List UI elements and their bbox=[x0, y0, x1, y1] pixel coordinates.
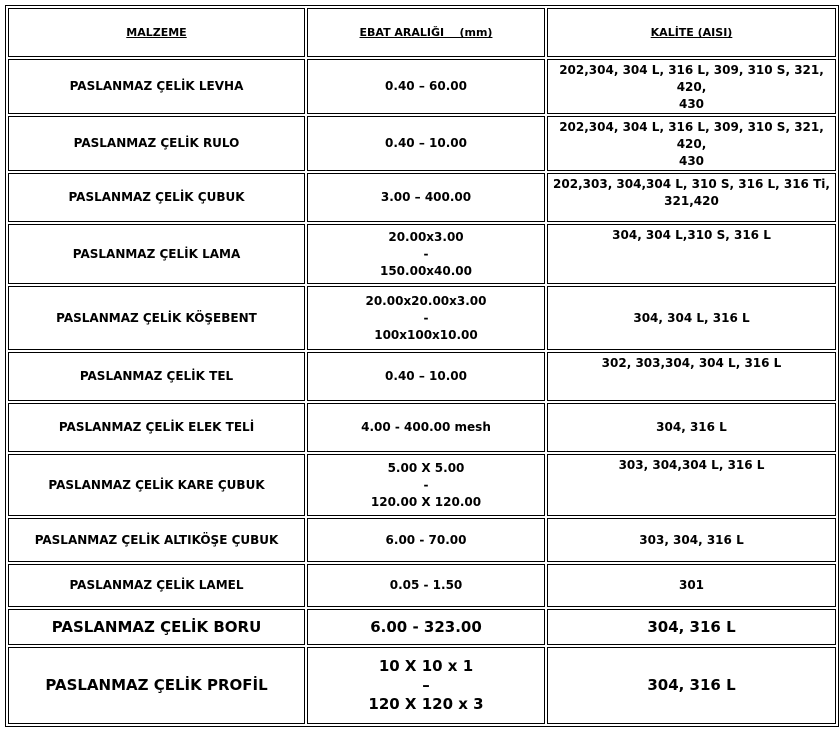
table-row bbox=[8, 609, 836, 645]
material-cell: PASLANMAZ ÇELİK RULO bbox=[8, 116, 305, 171]
material-cell: PASLANMAZ ÇELİK KARE ÇUBUK bbox=[8, 454, 305, 516]
size-range-cell bbox=[307, 609, 545, 645]
grade-line: 304, 304 L, 316 L bbox=[633, 310, 750, 325]
size-line: 120 X 120 x 3 bbox=[368, 695, 484, 713]
grade-line: 304, 316 L bbox=[656, 420, 727, 434]
grade-line: 202,304, 304 L, 316 L, 309, 310 S, 321, 420, bbox=[559, 120, 824, 151]
header-row bbox=[8, 8, 836, 57]
material-cell: PASLANMAZ ÇELİK BORU bbox=[8, 609, 305, 645]
size-range-cell bbox=[307, 286, 545, 350]
table-row bbox=[8, 647, 836, 724]
header-size-range: EBAT ARALIĞI (mm) bbox=[307, 8, 545, 57]
size-line: 0.40 – 10.00 bbox=[385, 369, 467, 383]
grade-line: 304, 304 L,310 S, 316 L bbox=[612, 228, 771, 242]
grade-cell bbox=[547, 609, 836, 645]
size-line: 0.40 – 60.00 bbox=[385, 79, 467, 93]
grade-cell bbox=[547, 564, 836, 607]
material-cell: PASLANMAZ ÇELİK LAMA bbox=[8, 224, 305, 284]
table-row bbox=[8, 352, 836, 401]
table-row bbox=[8, 173, 836, 222]
size-range-cell bbox=[307, 403, 545, 452]
material-cell: PASLANMAZ ÇELİK PROFİL bbox=[8, 647, 305, 724]
size-range-cell bbox=[307, 647, 545, 724]
grade-cell bbox=[547, 59, 836, 114]
size-range-cell bbox=[307, 116, 545, 171]
grade-line: 430 bbox=[678, 97, 705, 111]
size-range-cell bbox=[307, 454, 545, 516]
size-line: 3.00 – 400.00 bbox=[380, 190, 472, 204]
grade-line: 430 bbox=[678, 154, 705, 168]
size-line: 10 X 10 x 1 bbox=[378, 657, 474, 675]
size-line: 6.00 - 323.00 bbox=[370, 617, 482, 636]
grade-line: 304, 316 L bbox=[647, 617, 736, 636]
table-row bbox=[8, 224, 836, 284]
size-range-cell bbox=[307, 173, 545, 222]
grade-cell bbox=[547, 116, 836, 171]
size-range-cell bbox=[307, 352, 545, 401]
material-cell: PASLANMAZ ÇELİK ÇUBUK bbox=[8, 173, 305, 222]
size-range-cell bbox=[307, 564, 545, 607]
grade-cell bbox=[547, 647, 836, 724]
material-cell: PASLANMAZ ÇELİK KÖŞEBENT bbox=[8, 286, 305, 350]
grade-cell bbox=[547, 224, 836, 284]
size-line: 0.40 – 10.00 bbox=[385, 136, 467, 150]
grade-line: 321,420 bbox=[664, 194, 719, 208]
table-row bbox=[8, 116, 836, 171]
stainless-steel-spec-table bbox=[5, 5, 839, 727]
size-line: - bbox=[423, 246, 429, 261]
grade-cell bbox=[547, 518, 836, 562]
material-cell: PASLANMAZ ÇELİK LAMEL bbox=[8, 564, 305, 607]
size-line: 5.00 X 5.00 bbox=[387, 460, 465, 475]
header-grade: KALİTE (AISI) bbox=[547, 8, 836, 57]
size-line: 4.00 - 400.00 mesh bbox=[361, 420, 491, 434]
grade-line: 202,304, 304 L, 316 L, 309, 310 S, 321, 420, bbox=[559, 63, 824, 94]
table-row bbox=[8, 59, 836, 114]
size-line: 20.00x20.00x3.00 bbox=[365, 293, 487, 308]
table-row bbox=[8, 403, 836, 452]
table-row bbox=[8, 564, 836, 607]
material-cell: PASLANMAZ ÇELİK ELEK TELİ bbox=[8, 403, 305, 452]
size-line: 0.05 - 1.50 bbox=[389, 578, 463, 592]
size-line: 20.00x3.00 bbox=[388, 229, 464, 244]
table-row bbox=[8, 518, 836, 562]
grade-cell bbox=[547, 286, 836, 350]
size-line: - bbox=[423, 310, 429, 325]
size-line: – bbox=[422, 676, 430, 694]
grade-cell bbox=[547, 352, 836, 401]
grade-cell bbox=[547, 173, 836, 222]
grade-line: 202,303, 304,304 L, 310 S, 316 L, 316 Ti, bbox=[553, 177, 830, 191]
size-line: 150.00x40.00 bbox=[379, 263, 472, 278]
size-range-cell bbox=[307, 59, 545, 114]
size-line: - bbox=[423, 477, 429, 492]
grade-line: 303, 304, 316 L bbox=[639, 532, 744, 547]
header-material: MALZEME bbox=[8, 8, 305, 57]
size-line: 6.00 - 70.00 bbox=[385, 532, 467, 547]
grade-line: 303, 304,304 L, 316 L bbox=[618, 458, 765, 472]
grade-line: 301 bbox=[678, 578, 705, 592]
size-range-cell bbox=[307, 518, 545, 562]
grade-line: 302, 303,304, 304 L, 316 L bbox=[601, 356, 782, 370]
size-range-cell bbox=[307, 224, 545, 284]
grade-cell bbox=[547, 403, 836, 452]
table-row bbox=[8, 454, 836, 516]
material-cell: PASLANMAZ ÇELİK TEL bbox=[8, 352, 305, 401]
material-cell: PASLANMAZ ÇELİK LEVHA bbox=[8, 59, 305, 114]
material-cell: PASLANMAZ ÇELİK ALTIKÖŞE ÇUBUK bbox=[8, 518, 305, 562]
grade-cell bbox=[547, 454, 836, 516]
grade-line: 304, 316 L bbox=[647, 676, 736, 694]
table-row bbox=[8, 286, 836, 350]
size-line: 100x100x10.00 bbox=[374, 327, 478, 342]
spec-table-container bbox=[5, 5, 839, 727]
size-line: 120.00 X 120.00 bbox=[370, 494, 482, 509]
